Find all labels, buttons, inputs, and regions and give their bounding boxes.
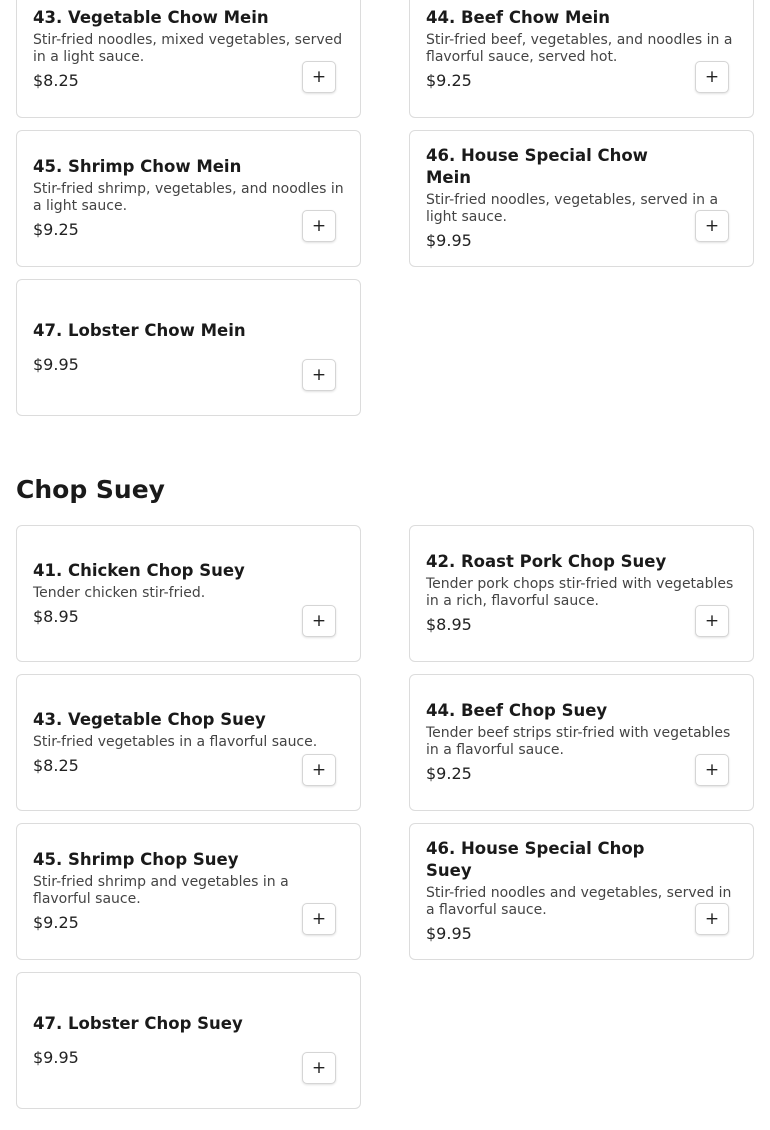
item-price: $9.95	[33, 1047, 79, 1067]
section-title: Chop Suey	[16, 475, 165, 504]
item-price: $9.95	[426, 924, 472, 943]
item-description: Stir-fried noodles and vegetables, served in a flavorful sauce.	[426, 885, 732, 918]
item-name: 41. Chicken Chop Suey	[33, 560, 245, 580]
item-price: $8.25	[33, 71, 79, 90]
menu-item-card[interactable]	[409, 674, 754, 811]
add-to-cart-button[interactable]: +	[302, 61, 336, 93]
item-price: $8.95	[426, 615, 472, 634]
chop-suey-grid	[16, 525, 754, 1109]
chow-mein-grid	[16, 0, 754, 416]
menu-item-card[interactable]	[16, 823, 361, 960]
menu-item-card[interactable]	[409, 0, 754, 118]
add-to-cart-button[interactable]: +	[302, 359, 336, 391]
item-price: $9.25	[426, 764, 472, 783]
menu-item-card[interactable]	[409, 525, 754, 662]
item-price: $9.95	[33, 354, 79, 374]
item-name: 42. Roast Pork Chop Suey	[426, 552, 667, 571]
item-name: 47. Lobster Chow Mein	[33, 320, 246, 340]
menu-item-card[interactable]	[16, 674, 361, 811]
menu-item-card[interactable]	[16, 279, 361, 416]
menu-item-card[interactable]	[16, 525, 361, 662]
item-price: $9.25	[33, 220, 79, 239]
menu-item-card[interactable]	[16, 130, 361, 267]
add-to-cart-button[interactable]: +	[695, 61, 729, 93]
add-to-cart-button[interactable]: +	[302, 210, 336, 242]
item-name: 43. Vegetable Chop Suey	[33, 709, 266, 729]
menu-item-card[interactable]	[409, 823, 754, 960]
item-name: 45. Shrimp Chop Suey	[33, 850, 239, 869]
add-to-cart-button[interactable]: +	[695, 754, 729, 786]
item-description: Tender chicken stir-fried.	[33, 584, 206, 601]
item-price: $9.25	[426, 71, 472, 90]
item-name: 44. Beef Chop Suey	[426, 701, 608, 720]
item-description: Stir-fried beef, vegetables, and noodles in a flavorful sauce, served hot.	[426, 32, 733, 65]
item-description: Stir-fried shrimp and vegetables in a flavorful sauce.	[33, 874, 289, 907]
item-name: 45. Shrimp Chow Mein	[33, 157, 242, 176]
add-to-cart-button[interactable]: +	[695, 903, 729, 935]
item-price: $9.25	[33, 913, 79, 932]
menu-page	[16, 0, 754, 1109]
item-description: Stir-fried vegetables in a flavorful sauce.	[33, 733, 318, 750]
item-price: $9.95	[426, 231, 472, 250]
item-name: 43. Vegetable Chow Mein	[33, 8, 269, 27]
menu-item-card[interactable]	[16, 972, 361, 1109]
add-to-cart-button[interactable]: +	[695, 210, 729, 242]
item-description: Stir-fried noodles, mixed vegetables, served in a light sauce.	[33, 32, 343, 65]
menu-item-card[interactable]	[409, 130, 754, 267]
item-name: 46. House Special Chop Suey	[426, 839, 645, 880]
add-to-cart-button[interactable]: +	[302, 1052, 336, 1084]
item-price: $8.25	[33, 755, 79, 775]
add-to-cart-button[interactable]: +	[695, 605, 729, 637]
item-name: 44. Beef Chow Mein	[426, 8, 611, 27]
item-price: $8.95	[33, 606, 79, 626]
item-description: Tender pork chops stir-fried with vegetables in a rich, flavorful sauce.	[426, 576, 734, 609]
item-description: Stir-fried shrimp, vegetables, and noodles in a light sauce.	[33, 181, 344, 214]
menu-item-card[interactable]	[16, 0, 361, 118]
item-description: Stir-fried noodles, vegetables, served in a light sauce.	[426, 192, 719, 225]
add-to-cart-button[interactable]: +	[302, 754, 336, 786]
add-to-cart-button[interactable]: +	[302, 903, 336, 935]
item-description: Tender beef strips stir-fried with vegetables in a flavorful sauce.	[426, 725, 731, 758]
item-name: 47. Lobster Chop Suey	[33, 1013, 243, 1033]
add-to-cart-button[interactable]: +	[302, 605, 336, 637]
item-name: 46. House Special Chow Mein	[426, 146, 648, 187]
